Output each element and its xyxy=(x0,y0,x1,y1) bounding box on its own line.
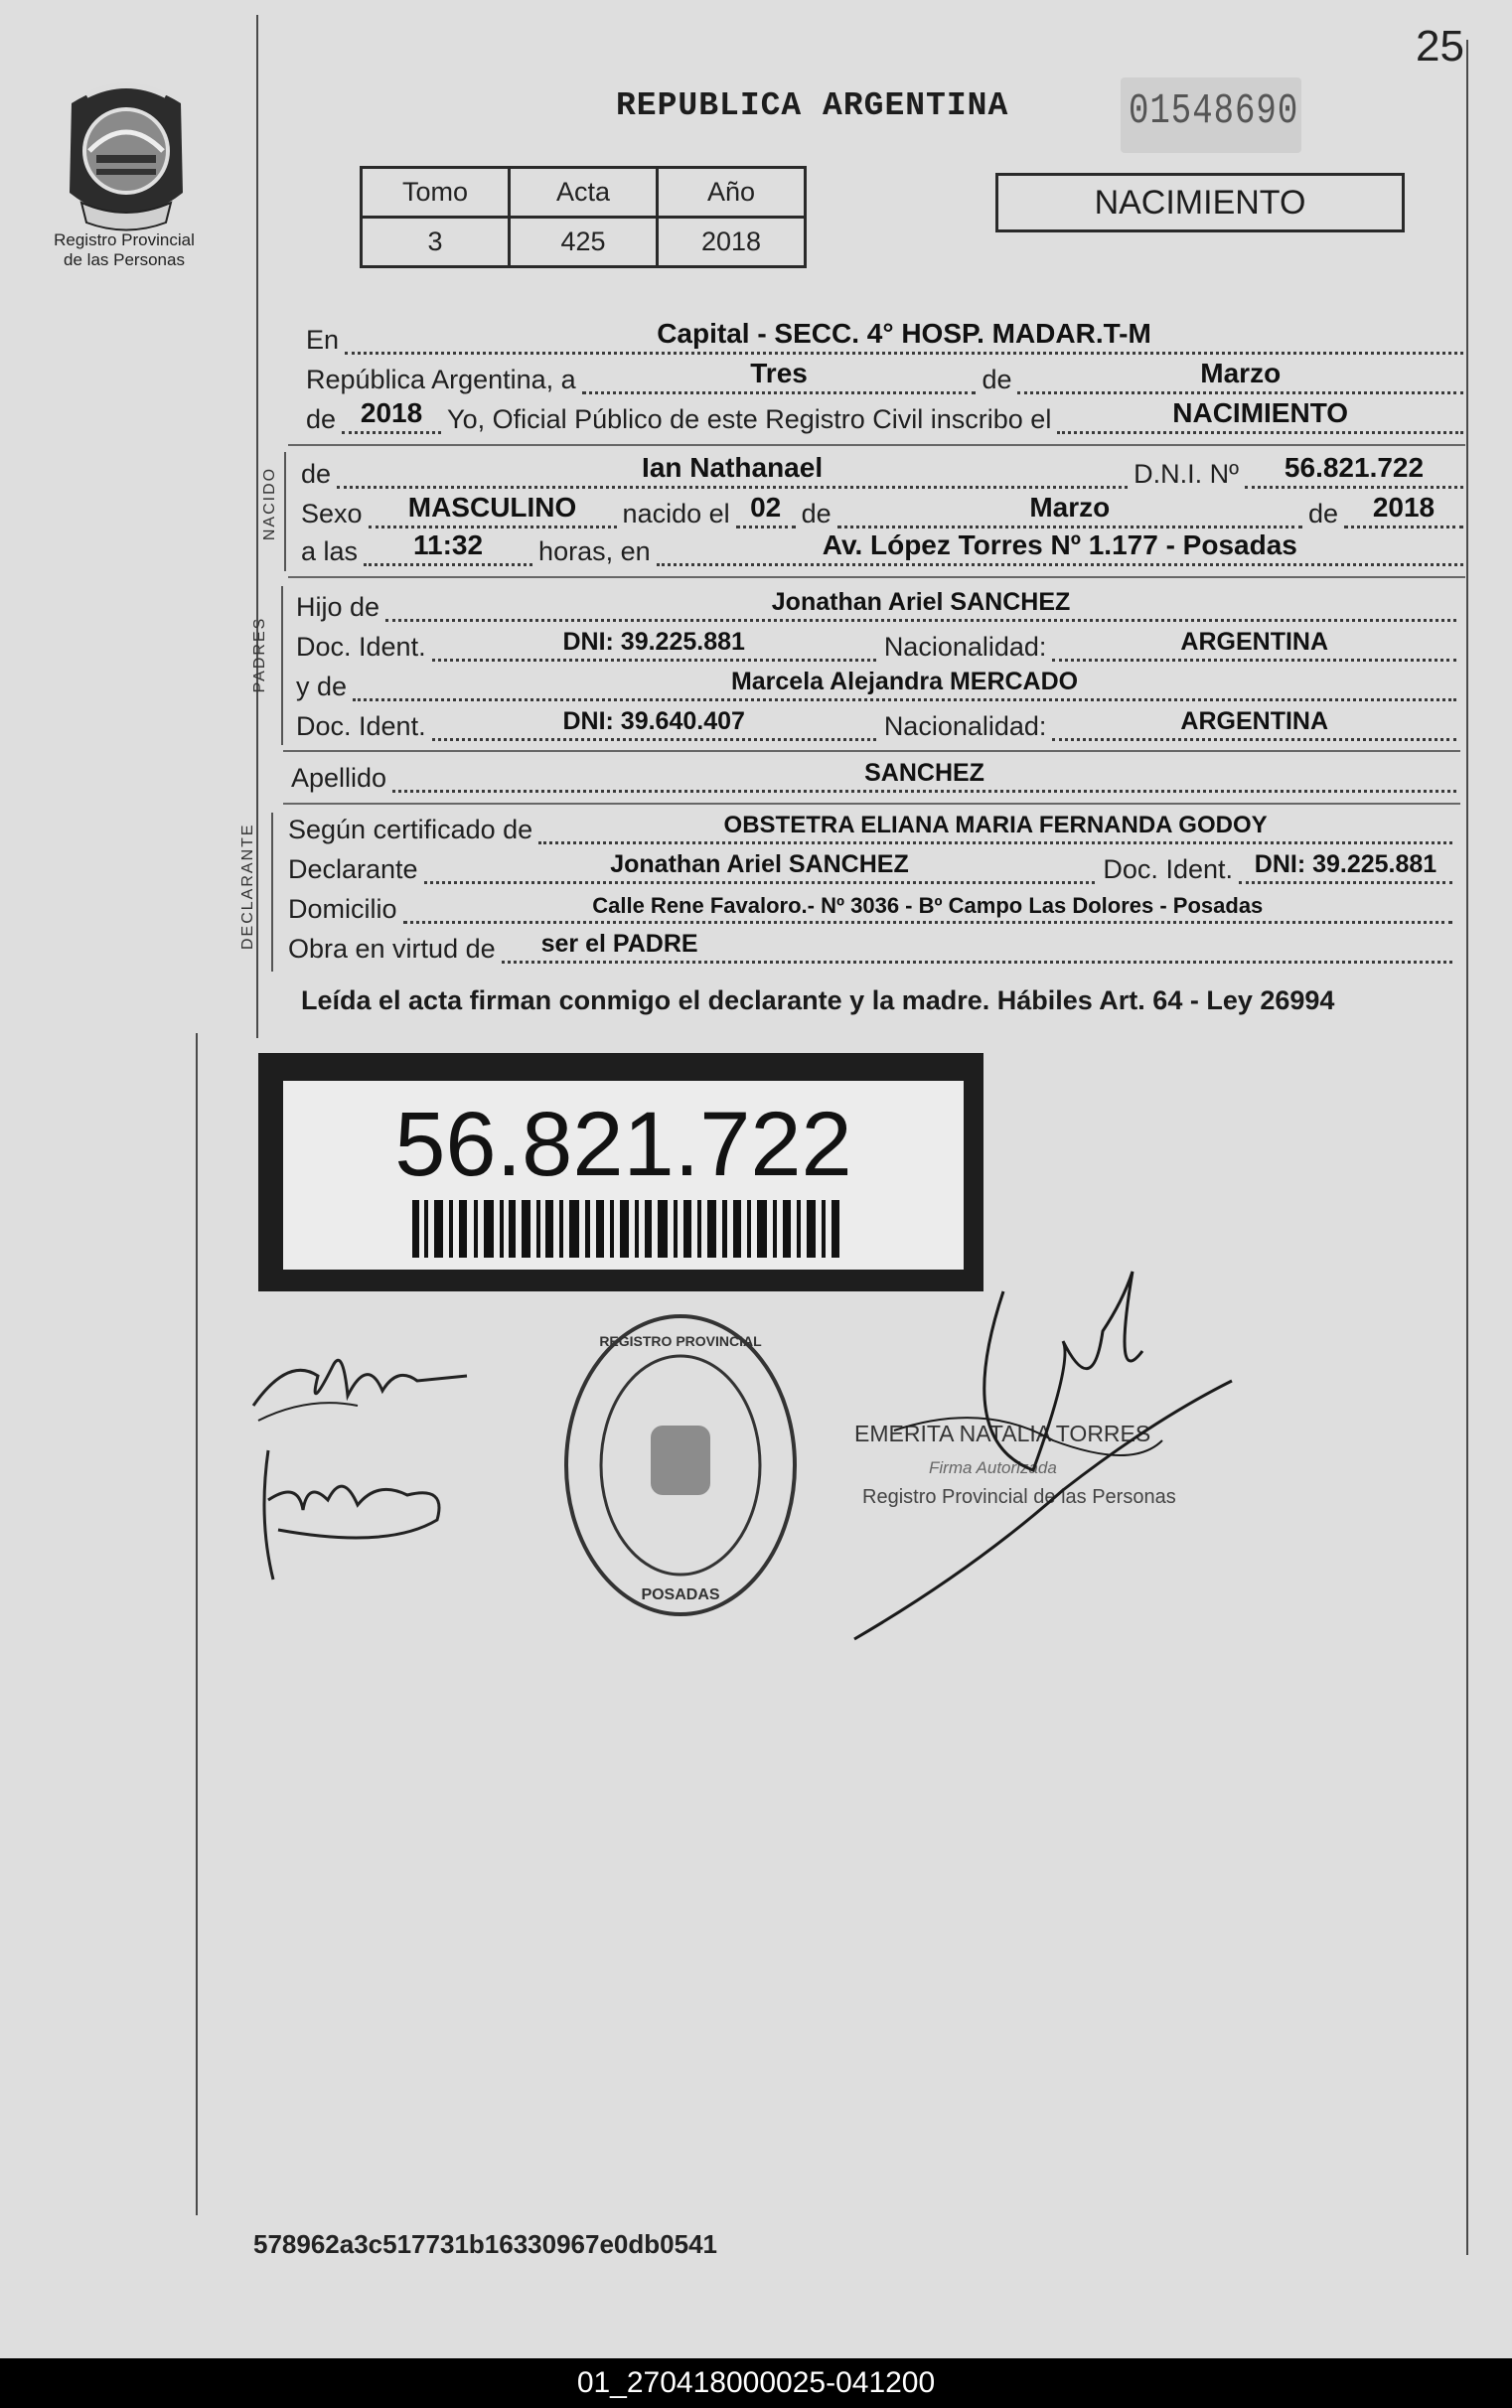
registry-caption xyxy=(30,230,219,270)
record-table-header xyxy=(362,168,806,218)
header-tomo: Tomo xyxy=(362,168,510,218)
value-acta: 425 xyxy=(510,218,658,267)
label-nacido-el: nacido el xyxy=(622,499,730,528)
field-place xyxy=(345,318,1463,355)
label-de-1: de xyxy=(801,499,832,528)
field-year xyxy=(342,397,441,434)
value-birth-day: 02 xyxy=(750,492,782,523)
padres-row-1 xyxy=(296,590,1456,622)
field-birth-time xyxy=(364,529,532,566)
label-declarante: Declarante xyxy=(288,854,418,884)
label-a-las: a las xyxy=(301,536,359,566)
value-apellido: SANCHEZ xyxy=(864,759,984,787)
label-de: de xyxy=(982,365,1012,394)
value-declarant: Jonathan Ariel SANCHEZ xyxy=(610,850,909,878)
field-child-dni xyxy=(1245,452,1463,489)
padres-row-2 xyxy=(296,630,1456,662)
field-birth-address xyxy=(657,529,1463,566)
signature-declarant xyxy=(248,1336,477,1435)
value-tomo: 3 xyxy=(362,218,510,267)
nacido-row-3 xyxy=(301,529,1463,566)
value-father: Jonathan Ariel SANCHEZ xyxy=(771,588,1071,616)
value-certificate: OBSTETRA ELIANA MARIA FERNANDA GODOY xyxy=(723,812,1268,838)
value-year: 2018 xyxy=(360,397,423,428)
serial-number: 01548690 xyxy=(1129,88,1299,136)
image-footer-id: 01_270418000025-041200 xyxy=(0,2358,1512,2408)
value-birth-month: Marzo xyxy=(1029,492,1111,523)
barcode-icon xyxy=(412,1200,839,1258)
registry-round-seal xyxy=(556,1306,805,1624)
label-obra-en-virtud: Obra en virtud de xyxy=(288,934,496,964)
header-ano: Año xyxy=(658,168,806,218)
intro-row-3 xyxy=(306,397,1463,434)
declarante-row-3 xyxy=(288,892,1452,924)
document-title: REPUBLICA ARGENTINA xyxy=(616,87,1009,124)
nacido-bracket xyxy=(284,452,286,571)
svg-text:POSADAS: POSADAS xyxy=(641,1586,720,1603)
right-margin-line xyxy=(1466,40,1468,2255)
field-sexo xyxy=(369,492,617,528)
caption-line-2: de las Personas xyxy=(64,250,185,269)
value-child-dni: 56.821.722 xyxy=(1284,452,1425,483)
field-father xyxy=(385,589,1456,622)
label-apellido: Apellido xyxy=(291,763,387,793)
label-nacionalidad: Nacionalidad: xyxy=(883,711,1047,741)
left-margin-line-lower xyxy=(196,1033,198,2215)
value-mother-nat: ARGENTINA xyxy=(1180,707,1329,735)
label-de-2: de xyxy=(1307,499,1338,528)
label-horas-en: horas, en xyxy=(538,536,651,566)
field-declarant-doc xyxy=(1239,851,1452,884)
field-obra xyxy=(502,931,1452,964)
field-mother xyxy=(353,669,1456,701)
label-dni: D.N.I. Nº xyxy=(1134,459,1239,489)
divider xyxy=(288,444,1465,446)
field-birth-month xyxy=(837,492,1302,528)
label-yo-oficial: Yo, Oficial Público de este Registro Civil inscribo el xyxy=(447,404,1052,434)
padres-row-4 xyxy=(296,709,1456,741)
caption-line-1: Registro Provincial xyxy=(54,230,195,249)
field-certificate xyxy=(538,812,1452,844)
label-doc-ident: Doc. Ident. xyxy=(1103,854,1233,884)
label-segun-certificado: Según certificado de xyxy=(288,815,533,844)
field-birth-day xyxy=(736,492,796,528)
field-mother-nat xyxy=(1052,708,1456,741)
page-number: 25 xyxy=(1416,22,1464,71)
record-table xyxy=(360,166,807,268)
header-acta: Acta xyxy=(510,168,658,218)
serial-stamp xyxy=(1121,77,1301,153)
document-hash: 578962a3c517731b16330967e0db0541 xyxy=(253,2229,717,2259)
divider xyxy=(288,576,1465,578)
field-day xyxy=(582,358,977,394)
padres-bracket xyxy=(281,586,283,745)
value-mother: Marcela Alejandra MERCADO xyxy=(730,668,1079,695)
section-label-padres: PADRES xyxy=(251,616,268,693)
field-father-doc xyxy=(432,629,876,662)
official-name: EMERITA NATALIA TORRES xyxy=(854,1421,1151,1446)
value-father-nat: ARGENTINA xyxy=(1180,628,1329,656)
value-act: NACIMIENTO xyxy=(1172,397,1349,428)
apellido-row xyxy=(291,761,1456,793)
signature-mother xyxy=(248,1440,457,1589)
field-act xyxy=(1057,397,1463,434)
value-ano: 2018 xyxy=(658,218,806,267)
field-father-nat xyxy=(1052,629,1456,662)
value-sexo: MASCULINO xyxy=(407,492,577,523)
intro-row-2 xyxy=(306,358,1463,394)
field-birth-year xyxy=(1344,492,1463,528)
value-child-name: Ian Nathanael xyxy=(642,452,824,483)
section-label-declarante: DECLARANTE xyxy=(239,823,256,950)
official-org: Registro Provincial de las Personas xyxy=(862,1486,1176,1508)
field-declarant xyxy=(424,851,1096,884)
closing-note: Leída el acta firman conmigo el declarante y la madre. Hábiles Art. 64 - Ley 26994 xyxy=(301,985,1335,1015)
misiones-coat-of-arms-icon xyxy=(52,74,201,232)
value-father-doc: DNI: 39.225.881 xyxy=(562,628,745,656)
declarante-bracket xyxy=(271,813,273,972)
field-month xyxy=(1017,358,1463,394)
value-birth-year: 2018 xyxy=(1372,492,1436,523)
declarante-row-1 xyxy=(288,813,1452,844)
label-sexo: Sexo xyxy=(301,499,363,528)
label-y-de: y de xyxy=(296,672,348,701)
field-apellido xyxy=(392,760,1456,793)
label-nacionalidad: Nacionalidad: xyxy=(883,632,1047,662)
record-type-box: NACIMIENTO xyxy=(995,173,1405,232)
divider xyxy=(283,750,1460,752)
value-month: Marzo xyxy=(1200,358,1282,388)
value-domicile: Calle Rene Favaloro.- Nº 3036 - Bº Campo Las Dolores - Posadas xyxy=(592,893,1264,918)
field-mother-doc xyxy=(432,708,876,741)
value-place: Capital - SECC. 4° HOSP. MADAR.T-M xyxy=(657,318,1151,349)
value-birth-address: Av. López Torres Nº 1.177 - Posadas xyxy=(822,529,1297,560)
label-en: En xyxy=(306,325,340,355)
official-role: Firma Autorizada xyxy=(929,1458,1057,1477)
value-birth-time: 11:32 xyxy=(413,529,484,560)
padres-row-3 xyxy=(296,670,1456,701)
declarante-row-4 xyxy=(288,932,1452,964)
value-mother-doc: DNI: 39.640.407 xyxy=(562,707,745,735)
label-de-2: de xyxy=(306,404,337,434)
value-obra: ser el PADRE xyxy=(540,930,698,958)
field-child-name xyxy=(337,452,1128,489)
declarante-row-2 xyxy=(288,852,1452,884)
section-label-nacido: NACIDO xyxy=(261,466,278,541)
dni-sticker-number: 56.821.722 xyxy=(394,1094,852,1195)
record-table-values xyxy=(362,218,806,267)
label-doc-ident: Doc. Ident. xyxy=(296,632,426,662)
label-de: de xyxy=(301,459,332,489)
label-hijo-de: Hijo de xyxy=(296,592,380,622)
intro-row-1 xyxy=(306,318,1463,355)
nacido-row-1 xyxy=(301,452,1463,489)
svg-text:REGISTRO PROVINCIAL: REGISTRO PROVINCIAL xyxy=(599,1333,762,1349)
label-republica: República Argentina, a xyxy=(306,365,576,394)
value-declarant-doc: DNI: 39.225.881 xyxy=(1254,850,1437,878)
label-doc-ident: Doc. Ident. xyxy=(296,711,426,741)
value-day: Tres xyxy=(750,358,808,388)
divider xyxy=(283,803,1460,805)
label-domicilio: Domicilio xyxy=(288,894,397,924)
nacido-row-2 xyxy=(301,492,1463,528)
signature-official xyxy=(834,1242,1242,1649)
field-domicile xyxy=(403,891,1452,924)
